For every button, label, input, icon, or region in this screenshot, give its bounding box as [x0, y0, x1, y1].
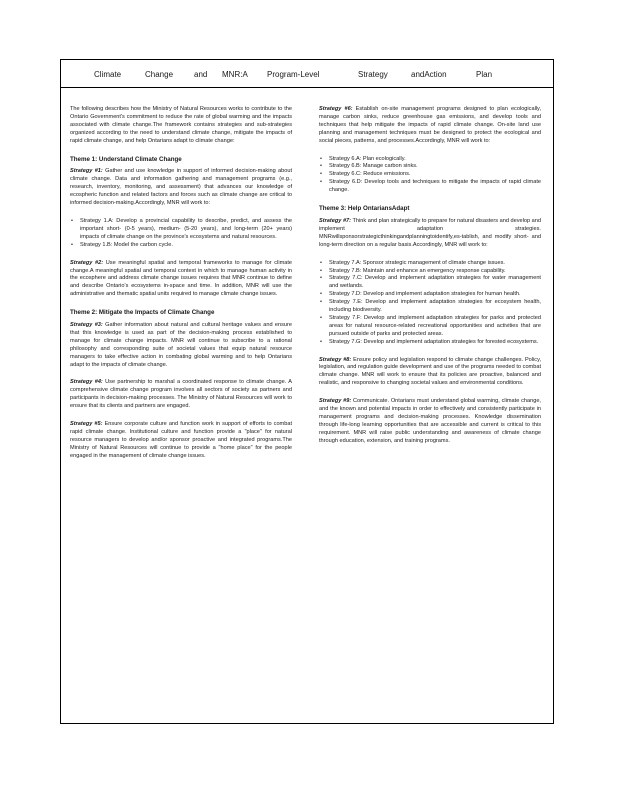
- strategy-4: [70, 379, 292, 411]
- page-title: [60, 67, 554, 83]
- title-word: Climate: [94, 70, 122, 79]
- intro-paragraph: The following describes how the Ministry of Natural Resources works to contribute to the Ontario Government's commitment to reduce the rate of global warming and the impacts associated with climate change.The framework contains strategies and sub-strategies organized according to the need to understand climate change, mitigate the impacts of rapid climate change, and help Ontarians adapt to climate change:: [70, 106, 292, 144]
- list-item: • Strategy 6.A: Plan ecologically.: [329, 156, 541, 164]
- strategy-2: [70, 260, 292, 300]
- strategy-5: [70, 421, 292, 461]
- strategy-3: [70, 322, 292, 369]
- strategy-7: [319, 218, 541, 250]
- strategy-2-text: Use meaningful spatial and temporal frameworks to manage for climate change.A meaningful spatial and temporal context in which to manage human activity in the ecosphere and address climate change issues requires that MNR continue to define and describe Ontario's ecosystems in-space and time. In addition, MNR will use the administrative and thematic spatial units required to manage climate change issues.: [70, 259, 292, 298]
- strategy-1: [70, 168, 292, 208]
- strategy-3-label: Strategy #3:: [70, 322, 103, 329]
- title-word: Program-Level: [267, 70, 320, 79]
- strategy-7-list: [319, 260, 541, 347]
- strategy-5-text: Ensure corporate culture and function work in support of efforts to combat rapid climate change. Institutional culture and function provide a "place" for natural resource managers to develop and/or sponsor proactive and integrated programs.The Ministry of Natural Resources will continue to provide a "home place" for the people engaged in the management of climate change issues.: [70, 421, 292, 459]
- list-item: • Strategy 7.E: Develop and implement adaptation strategies for ecosystem health, including biodiversity.: [329, 299, 541, 315]
- list-item: • Strategy 6.B: Manage carbon sinks.: [329, 163, 541, 171]
- title-word: andAction: [411, 70, 447, 79]
- list-item: • Strategy 7.C: Develop and implement adaptation strategies for water management and wetlands.: [329, 275, 541, 291]
- strategy-9-label: Strategy #9:: [319, 398, 352, 405]
- strategy-6: [319, 106, 541, 146]
- strategy-4-text: Use partnership to marshal a coordinated response to climate change. A comprehensive climate change program involves all sectors of society as partners and participants in decision-making processes. The Ministry of Natural Resources will work to ensure that its clients and partners are engaged.: [70, 379, 292, 410]
- strategy-8-label: Strategy #8:: [319, 356, 352, 363]
- title-word: Strategy: [358, 70, 388, 79]
- strategy-2-label: Strategy #2:: [70, 259, 104, 266]
- title-rule: [60, 87, 554, 88]
- strategy-9-text: Communicate. Ontarians must understand global warming, climate change, and the known and potential impacts in order to effectively and consistently participate in management programs and decision-making processes. Knowledge dissemination through life-long learning opportunities that are accessible and current is critical to this requirement. MNR will raise public understanding and awareness of climate change through education, extension, and training programs.: [319, 398, 541, 444]
- strategy-5-label: Strategy #5:: [70, 421, 103, 428]
- list-item: • Strategy 6.D: Develop tools and techniques to mitigate the impacts of rapid climate change.: [329, 179, 541, 195]
- list-item: • Strategy 7.D: Develop and implement adaptation strategies for human health.: [329, 291, 541, 299]
- strategy-1-text: Gather and use knowledge in support of informed decision-making about climate change. Data and information gathering and management programs (e.g., research, inventory, monitoring, and assessment) that advances our knowledge of ecospheric function and related factors and forces such as climate change are critical to informed decision-making.Accordingly, MNR will work to:: [70, 168, 293, 207]
- title-word: MNR:A: [222, 70, 248, 79]
- strategy-7-label: Strategy #7:: [319, 217, 352, 224]
- theme-3-heading: Theme 3: Help OntariansAdapt: [319, 205, 410, 213]
- list-item: • Strategy 7.B: Maintain and enhance an emergency response capability.: [329, 268, 541, 276]
- strategy-6-text: Establish on-site management programs designed to plan ecologically, manage carbon sinks, reduce greenhouse gas emissions, and develop tools and techniques that help mitigate the impacts of rapid climate change. On-site land use planning and management techniques must be designed to protect the ecological and social pieces, patterns, and processes.Accordingly, MNR will work to:: [319, 106, 541, 144]
- strategy-3-text: Gather information about natural and cultural heritage values and ensure that this knowledge is used as part of the decision-making process established to manage for climate change impacts. MNR will continue to subscribe to a rational philosophy and corresponding suite of societal values that equip natural resource managers to take effective action in combating global warming and to help Ontarians adapt to the impacts of climate change.: [70, 322, 293, 368]
- strategy-7-text: Think and plan strategically to prepare for natural disasters and develop and implement adaptation strategies. MNRwillsponsorstrategicthinkingandplanningtoidentify,es-tablish, and modify short- and long-term direction on a regular basis.Accordingly, MNR will work to:: [319, 217, 542, 248]
- strategy-1-label: Strategy #1:: [70, 168, 103, 175]
- list-item: • Strategy 6.C: Reduce emissions.: [329, 171, 541, 179]
- theme-2-heading: Theme 2: Mitigate the Impacts of Climate Change: [70, 309, 215, 317]
- strategy-6-list: [319, 156, 541, 196]
- title-word: Plan: [476, 70, 493, 79]
- list-item: • Strategy 7.A: Sponsor strategic management of climate change issues.: [329, 260, 541, 268]
- strategy-1-list: [70, 218, 292, 250]
- list-item: • Strategy 1.B: Model the carbon cycle.: [80, 242, 292, 250]
- title-word: Change: [145, 70, 174, 79]
- right-column: [319, 106, 541, 456]
- list-item: • Strategy 7.G: Develop and implement adaptation strategies for forested ecosystems.: [329, 339, 541, 347]
- strategy-6-label: Strategy #6:: [319, 106, 353, 112]
- theme-1-heading: Theme 1: Understand Climate Change: [70, 155, 182, 163]
- strategy-9: [319, 398, 541, 445]
- left-column: [70, 106, 292, 471]
- strategy-4-label: Strategy #4:: [70, 379, 103, 386]
- list-item: • Strategy 1.A: Develop a provincial capability to describe, predict, and assess the important short- (0-5 years), medium- (5-20 years), and long-term (20+ years) impacts of climate change on the province's ecosystems and natural resources.: [80, 218, 292, 242]
- title-word: and: [194, 70, 208, 79]
- strategy-8: [319, 357, 541, 389]
- list-item: • Strategy 7.F: Develop and implement adaptation strategies for parks and protected areas for natural resource-related recreational opportunities and activities that are pursued outside of parks and protected areas.: [329, 315, 541, 339]
- strategy-8-text: Ensure policy and legislation respond to climate change challenges. Policy, legislation, and regulation guide development and use of the programs needed to combat climate change. MNR will work to ensure that its policies are proactive, balanced and realistic, and responsive to changing societal values and environmental conditions.: [319, 356, 542, 387]
